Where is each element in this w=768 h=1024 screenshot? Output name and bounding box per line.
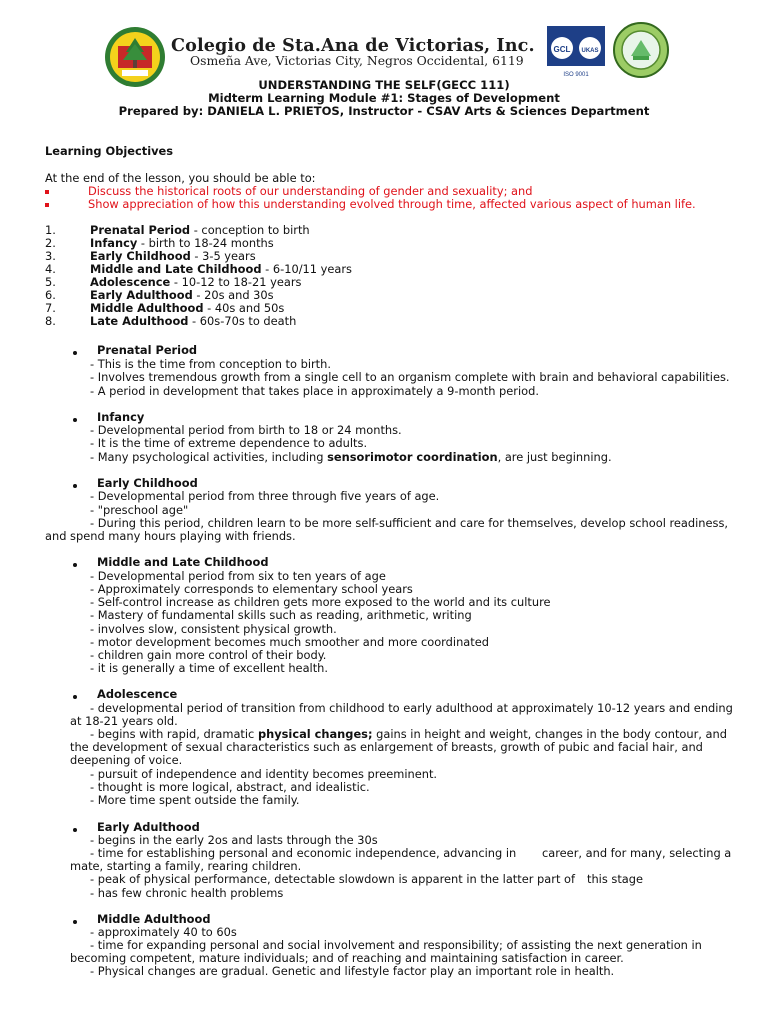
stage-range: - 10-12 to 18-21 years — [170, 275, 302, 289]
stage-name: Middle Adulthood — [90, 301, 204, 315]
section-line: - Physical changes are gradual. Genetic and lifestyle factor play an important role in health. — [90, 964, 615, 978]
section-line: mate, starting a family, rearing children. — [70, 859, 302, 873]
section-line: - Self-control increase as children gets more exposed to the world and its culture — [90, 595, 551, 609]
stage-number: 7. — [45, 301, 56, 315]
section-title-early-childhood: Early Childhood — [97, 476, 198, 490]
section-title-infancy: Infancy — [97, 410, 145, 424]
section-line: this stage — [587, 872, 644, 886]
section-line: - it is generally a time of excellent health. — [90, 661, 329, 675]
bullet-dot-icon — [73, 484, 77, 488]
stage-number: 6. — [45, 288, 56, 302]
section-line: - "preschool age" — [90, 503, 189, 517]
section-title-adolescence: Adolescence — [97, 687, 178, 701]
section-line: - begins in the early 2os and lasts through the 30s — [90, 833, 378, 847]
bullet-square-icon — [45, 203, 49, 207]
certification-badge-icon — [547, 26, 605, 86]
stage-number: 4. — [45, 262, 56, 276]
bullet-dot-icon — [73, 351, 77, 355]
keyword-physical-changes: physical changes; — [257, 727, 373, 741]
section-title-prenatal: Prenatal Period — [97, 343, 198, 357]
stage-range: - 40s and 50s — [203, 301, 285, 315]
objectives-intro: At the end of the lesson, you should be able to: — [45, 171, 316, 185]
stage-number: 5. — [45, 275, 56, 289]
section-line: the development of sexual characteristics such as enlargement of breasts, growth of pubic and facial hair, and — [70, 740, 703, 754]
bullet-dot-icon — [73, 418, 77, 422]
section-line: - developmental period of transition from childhood to early adulthood at approximately 10-12 years and ending — [90, 701, 733, 715]
city-seal-icon — [613, 22, 669, 78]
section-line: and spend many hours playing with friends. — [45, 529, 296, 543]
keyword-sensorimotor: sensorimotor coordination — [327, 450, 498, 464]
stage-range: - 3-5 years — [190, 249, 256, 263]
section-line: at 18-21 years old. — [70, 714, 178, 728]
module-title-block — [0, 79, 768, 119]
section-line: - Developmental period from three through five years of age. — [90, 489, 440, 503]
stage-number: 1. — [45, 223, 56, 237]
objective-text: Show appreciation of how this understanding evolved through time, affected various aspect of human life. — [88, 197, 696, 211]
stage-range: - conception to birth — [190, 223, 310, 237]
section-line: - Developmental period from birth to 18 or 24 months. — [90, 423, 402, 437]
course-title: UNDERSTANDING THE SELF(GECC 111) — [258, 78, 510, 92]
bullet-square-icon — [45, 190, 49, 194]
section-line: becoming competent, mature individuals; and of reaching and maintaining satisfaction in career. — [70, 951, 624, 965]
section-line: - begins with rapid, dramatic physical changes; gains in height and weight, changes in the body contour, and — [90, 727, 727, 741]
stage-number: 3. — [45, 249, 56, 263]
section-line: - A period in development that takes place in approximately a 9-month period. — [90, 384, 539, 398]
section-line: - motor development becomes much smoother and more coordinated — [90, 635, 489, 649]
section-line: - children gain more control of their body. — [90, 648, 327, 662]
badge-ukas-text: UKAS — [581, 48, 599, 54]
stage-name: Prenatal Period — [90, 223, 191, 237]
bullet-dot-icon — [73, 828, 77, 832]
stage-name: Middle and Late Childhood — [90, 262, 262, 276]
bullet-dot-icon — [73, 695, 77, 699]
section-title-middle-late: Middle and Late Childhood — [97, 555, 269, 569]
section-line: - During this period, children learn to be more self-sufficient and care for themselves, develop school readiness, — [90, 516, 729, 530]
section-line: - It is the time of extreme dependence to adults. — [90, 436, 368, 450]
stage-name: Infancy — [90, 236, 138, 250]
section-line: - Mastery of fundamental skills such as reading, arithmetic, writing — [90, 608, 472, 622]
section-title-middle-adulthood: Middle Adulthood — [97, 912, 211, 926]
objective-item — [45, 198, 696, 211]
bullet-dot-icon — [73, 563, 77, 567]
prepared-by: Prepared by: DANIELA L. PRIETOS, Instructor - CSAV Arts & Sciences Department — [118, 104, 650, 119]
section-line: - approximately 40 to 60s — [90, 925, 237, 939]
school-name: Colegio de Sta.Ana de Victorias, Inc. — [171, 35, 535, 56]
section-line: - peak of physical performance, detectable slowdown is apparent in the latter part of — [90, 872, 576, 886]
stage-name: Early Childhood — [90, 249, 191, 263]
letterhead — [0, 16, 768, 78]
badge-iso-text: ISO 9001 — [563, 72, 589, 78]
section-line: - pursuit of independence and identity becomes preeminent. — [90, 767, 438, 781]
section-line: - thought is more logical, abstract, and idealistic. — [90, 780, 370, 794]
section-line: - Developmental period from six to ten years of age — [90, 569, 386, 583]
stage-name: Late Adulthood — [90, 314, 189, 328]
stage-item — [90, 315, 296, 328]
section-line: - time for expanding personal and social involvement and responsibility; of assisting the next generation in — [90, 938, 702, 952]
stage-range: - 6-10/11 years — [261, 262, 352, 276]
section-line: - More time spent outside the family. — [90, 793, 300, 807]
school-address: Osmeña Ave, Victorias City, Negros Occidental, 6119 — [190, 53, 524, 68]
stage-name: Early Adulthood — [90, 288, 193, 302]
stage-range: - birth to 18-24 months — [137, 236, 274, 250]
section-line: - Approximately corresponds to elementary school years — [90, 582, 413, 596]
section-line: - has few chronic health problems — [90, 886, 284, 900]
stage-range: - 20s and 30s — [192, 288, 274, 302]
section-line: - time for establishing personal and economic independence, advancing in — [90, 846, 517, 860]
section-line: - This is the time from conception to birth. — [90, 357, 331, 371]
stage-number: 2. — [45, 236, 56, 250]
bullet-dot-icon — [73, 920, 77, 924]
section-line: - Many psychological activities, including sensorimotor coordination, are just beginning. — [90, 450, 612, 464]
section-line: career, and for many, selecting a — [542, 846, 732, 860]
objective-text: Discuss the historical roots of our understanding of gender and sexuality; and — [88, 184, 533, 198]
section-line: deepening of voice. — [70, 753, 183, 767]
section-title-early-adulthood: Early Adulthood — [97, 820, 200, 834]
module-title: Midterm Learning Module #1: Stages of Development — [208, 91, 560, 106]
section-line: - involves slow, consistent physical growth. — [90, 622, 337, 636]
objectives-heading: Learning Objectives — [45, 144, 174, 158]
section-line: - Involves tremendous growth from a single cell to an organism complete with brain and behavioral capabilities. — [90, 370, 730, 384]
stage-name: Adolescence — [90, 275, 171, 289]
stage-range: - 60s-70s to death — [188, 314, 297, 328]
badge-gcl-text: GCL — [553, 45, 571, 54]
stage-number: 8. — [45, 314, 56, 328]
